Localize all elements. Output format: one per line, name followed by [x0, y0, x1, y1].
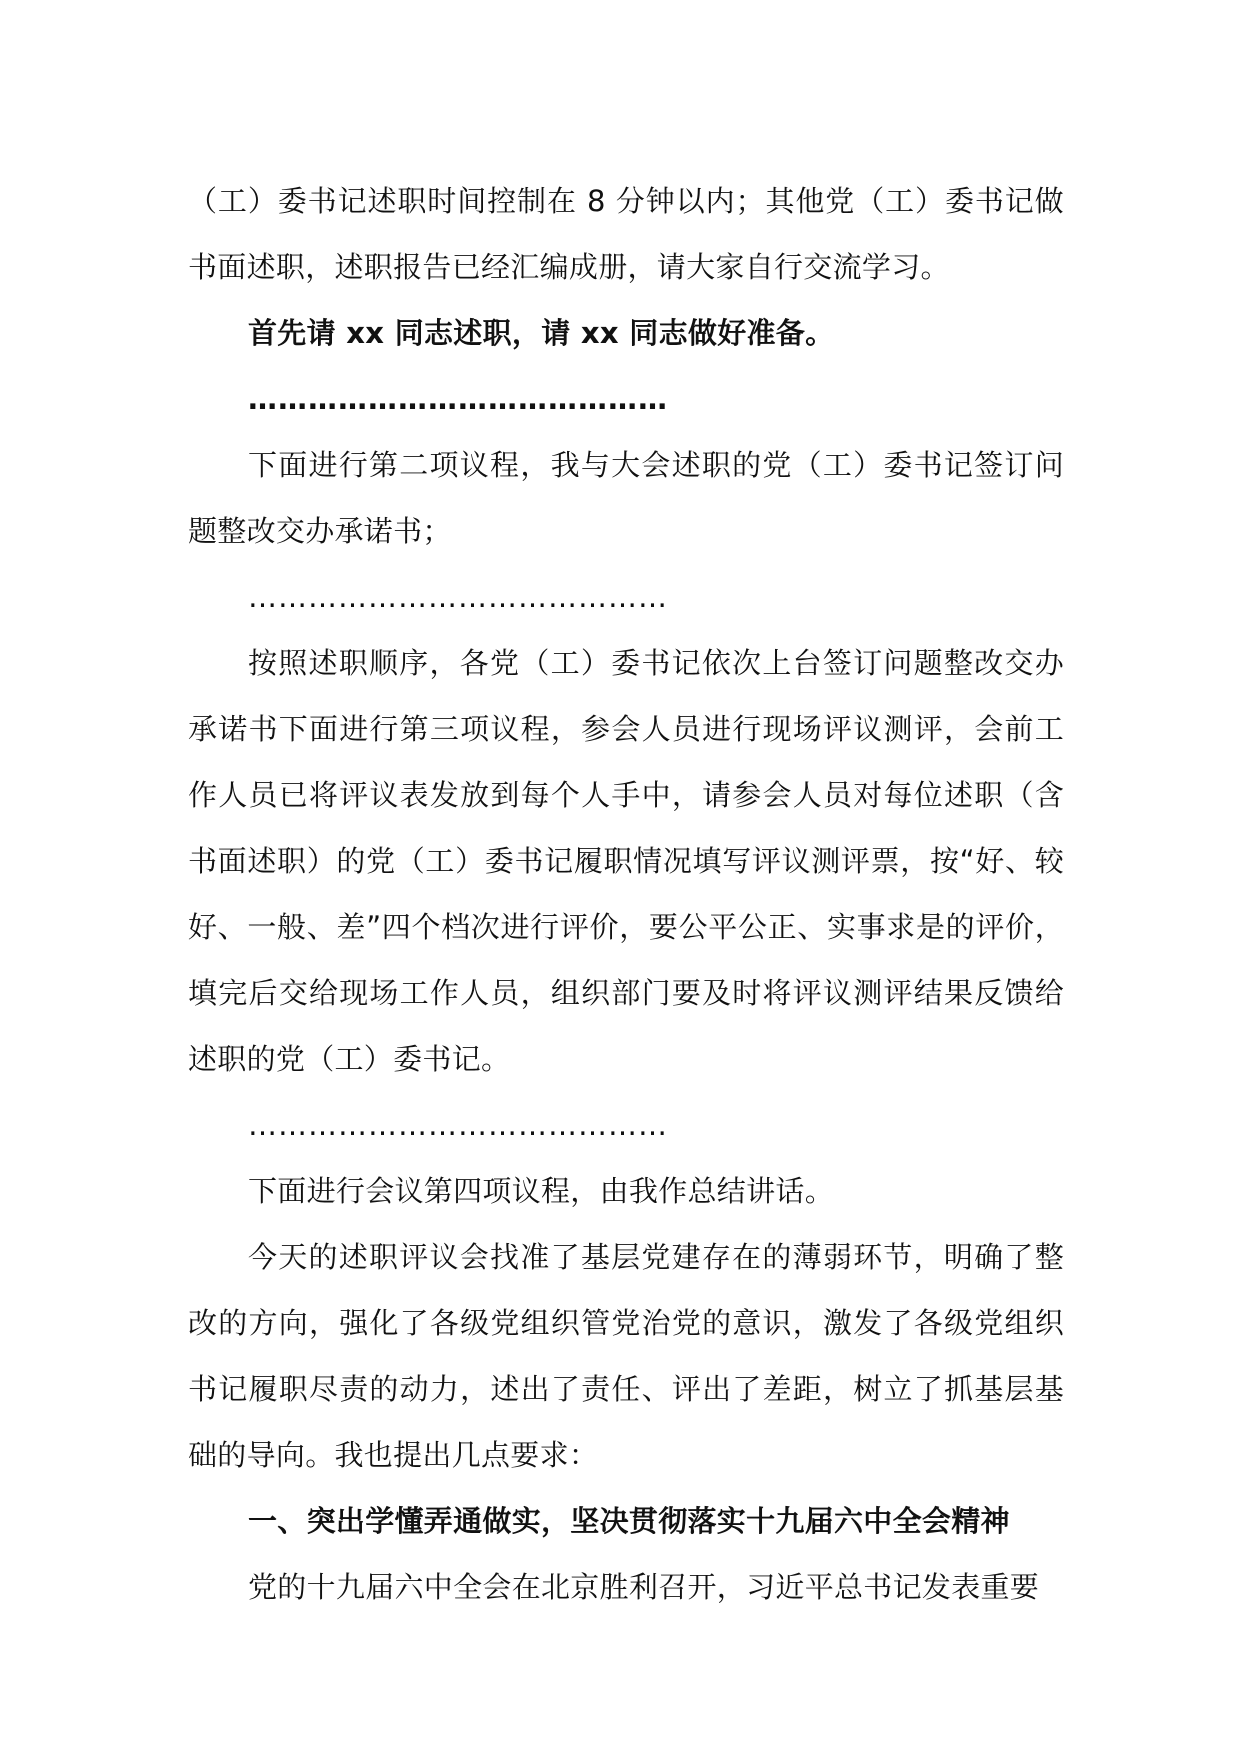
- paragraph-2: 首先请 xx 同志述职，请 xx 同志做好准备。: [248, 316, 835, 350]
- paragraph-7: 党的十九届六中全会在北京胜利召开，习近平总书记发表重要: [248, 1570, 1040, 1604]
- paragraph-6: 今天的述职评议会找准了基层党建存在的薄弱环节，明确了整改的方向，强化了各级党组织管党治党的意识，激发了各级党组织书记履职尽责的动力，述出了责任、评出了差距，树立了抓基层基础的导向。我也提出几点要求：: [188, 1240, 1064, 1472]
- ellipsis-separator-2: ……………………………………: [248, 580, 668, 614]
- paragraph-1: （工）委书记述职时间控制在 8 分钟以内；其他党（工）委书记做书面述职，述职报告已经汇编成册，请大家自行交流学习。: [188, 184, 1064, 284]
- paragraph-4: 按照述职顺序，各党（工）委书记依次上台签订问题整改交办承诺书下面进行第三项议程，参会人员进行现场评议测评，会前工作人员已将评议表发放到每个人手中，请参会人员对每位述职（含书面述职）的党（工）委书记履职情况填写评议测评票，按“好、较好、一般、差”四个档次进行评价，要公平公正、实事求是的评价，填完后交给现场工作人员，组织部门要及时将评议测评结果反馈给述职的党（工）委书记。: [188, 646, 1064, 1076]
- paragraph-3: 下面进行第二项议程，我与大会述职的党（工）委书记签订问题整改交办承诺书；: [188, 448, 1064, 548]
- paragraph-5: 下面进行会议第四项议程，由我作总结讲话。: [248, 1174, 835, 1208]
- ellipsis-separator-1: ……………………………………: [248, 382, 668, 416]
- document-body: [188, 168, 1064, 1620]
- ellipsis-separator-3: ……………………………………: [248, 1108, 668, 1142]
- section-heading-1: 一、突出学懂弄通做实，坚决贯彻落实十九届六中全会精神: [248, 1504, 1010, 1538]
